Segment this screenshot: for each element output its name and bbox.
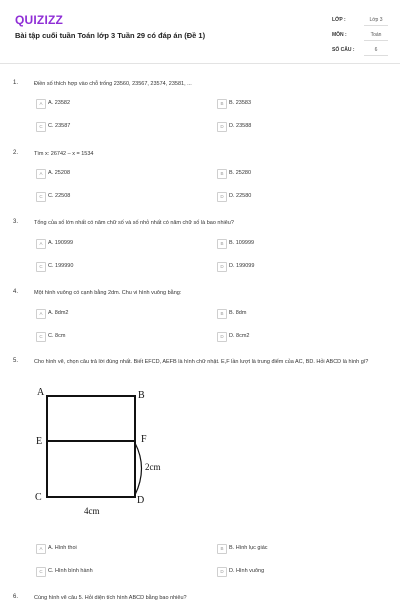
worksheet-title: Bài tập cuối tuần Toán lớp 3 Tuần 29 có đáp án (Đề 1): [15, 31, 206, 40]
option-letter-box: B: [217, 169, 227, 179]
option-label: C. 23587: [48, 123, 71, 129]
option-letter-box: C: [36, 567, 46, 577]
question-text: Một hình vuông có cạnh bằng 2dm. Chu vi hình vuông bằng:: [34, 290, 182, 296]
rectangle-figure: [30, 384, 180, 522]
vertex-label-a: A: [37, 387, 45, 398]
width-label: 4cm: [84, 506, 100, 516]
option-letter-box: A: [36, 239, 46, 249]
meta-label-subject: MÔN :: [332, 32, 347, 38]
option-label: C. 8cm: [48, 333, 66, 339]
option-label: D. 199099: [229, 263, 255, 269]
option-letter-box: A: [36, 309, 46, 319]
height-label: 2cm: [145, 462, 161, 472]
question-number: 6.: [13, 594, 19, 600]
meta-label-count: SỐ CÂU :: [332, 47, 355, 53]
vertex-label-f: F: [141, 434, 147, 445]
option-letter-box: B: [217, 309, 227, 319]
option-label: B. 109999: [229, 240, 255, 246]
option-label: D. 23588: [229, 123, 252, 129]
question-text: Cho hình vẽ, chọn câu trả lời đúng nhất. Biết EFCD, AEFB là hình chữ nhật. E,F lần lượt là trung điểm của AC, BD. Hỏi ABCD là hình gì?: [34, 359, 369, 365]
vertex-label-c: C: [35, 492, 42, 503]
option-label: B. Hình lục giác: [229, 545, 268, 551]
option-label: A. 8dm2: [48, 310, 69, 316]
option-letter-box: D: [217, 122, 227, 132]
question-number: 1.: [13, 80, 19, 86]
question-number: 4.: [13, 289, 19, 295]
option-label: D. 22580: [229, 193, 252, 199]
option-label: B. 8dm: [229, 310, 247, 316]
option-letter-box: D: [217, 567, 227, 577]
meta-value-count: 6: [364, 47, 388, 56]
option-letter-box: C: [36, 262, 46, 272]
option-letter-box: B: [217, 544, 227, 554]
option-letter-box: C: [36, 122, 46, 132]
meta-value-subject: Toán: [364, 32, 388, 41]
option-label: A. 25208: [48, 170, 71, 176]
option-label: B. 25280: [229, 170, 252, 176]
option-label: C. Hình bình hành: [48, 568, 93, 574]
option-letter-box: B: [217, 99, 227, 109]
vertex-label-b: B: [138, 390, 145, 401]
option-letter-box: D: [217, 332, 227, 342]
option-letter-box: D: [217, 262, 227, 272]
question-text: Cùng hình vẽ câu 5. Hỏi diện tích hình ABCD bằng bao nhiêu?: [34, 595, 187, 601]
question-text: Tìm x: 26742 – x = 1534: [34, 151, 94, 157]
option-label: D. 8cm2: [229, 333, 250, 339]
option-letter-box: A: [36, 544, 46, 554]
vertex-label-d: D: [137, 495, 145, 506]
option-label: B. 23583: [229, 100, 252, 106]
option-letter-box: C: [36, 192, 46, 202]
option-label: A. 190999: [48, 240, 74, 246]
option-label: C. 199990: [48, 263, 74, 269]
vertex-label-e: E: [36, 436, 43, 447]
figure-outline: [47, 396, 135, 497]
quizizz-logo: QUIZIZZ: [15, 13, 64, 27]
option-label: D. Hình vuông: [229, 568, 265, 574]
header-divider: [0, 63, 400, 64]
option-letter-box: B: [217, 239, 227, 249]
option-letter-box: C: [36, 332, 46, 342]
question-number: 3.: [13, 219, 19, 225]
question-text: Tổng của số lớn nhất có năm chữ số và số nhỏ nhất có năm chữ số là bao nhiêu?: [34, 220, 234, 226]
meta-value-class: Lớp 3: [364, 17, 388, 26]
option-letter-box: D: [217, 192, 227, 202]
worksheet-header: [0, 0, 400, 62]
option-letter-box: A: [36, 99, 46, 109]
meta-label-class: LỚP :: [332, 17, 346, 23]
option-label: A. Hình thoi: [48, 545, 77, 551]
question-number: 2.: [13, 150, 19, 156]
question-text: Điền số thích hợp vào chỗ trống 23560, 23567, 23574, 23581, ...: [34, 81, 192, 87]
option-label: A. 23582: [48, 100, 71, 106]
question-number: 5.: [13, 358, 19, 364]
option-label: C. 22508: [48, 193, 71, 199]
option-letter-box: A: [36, 169, 46, 179]
